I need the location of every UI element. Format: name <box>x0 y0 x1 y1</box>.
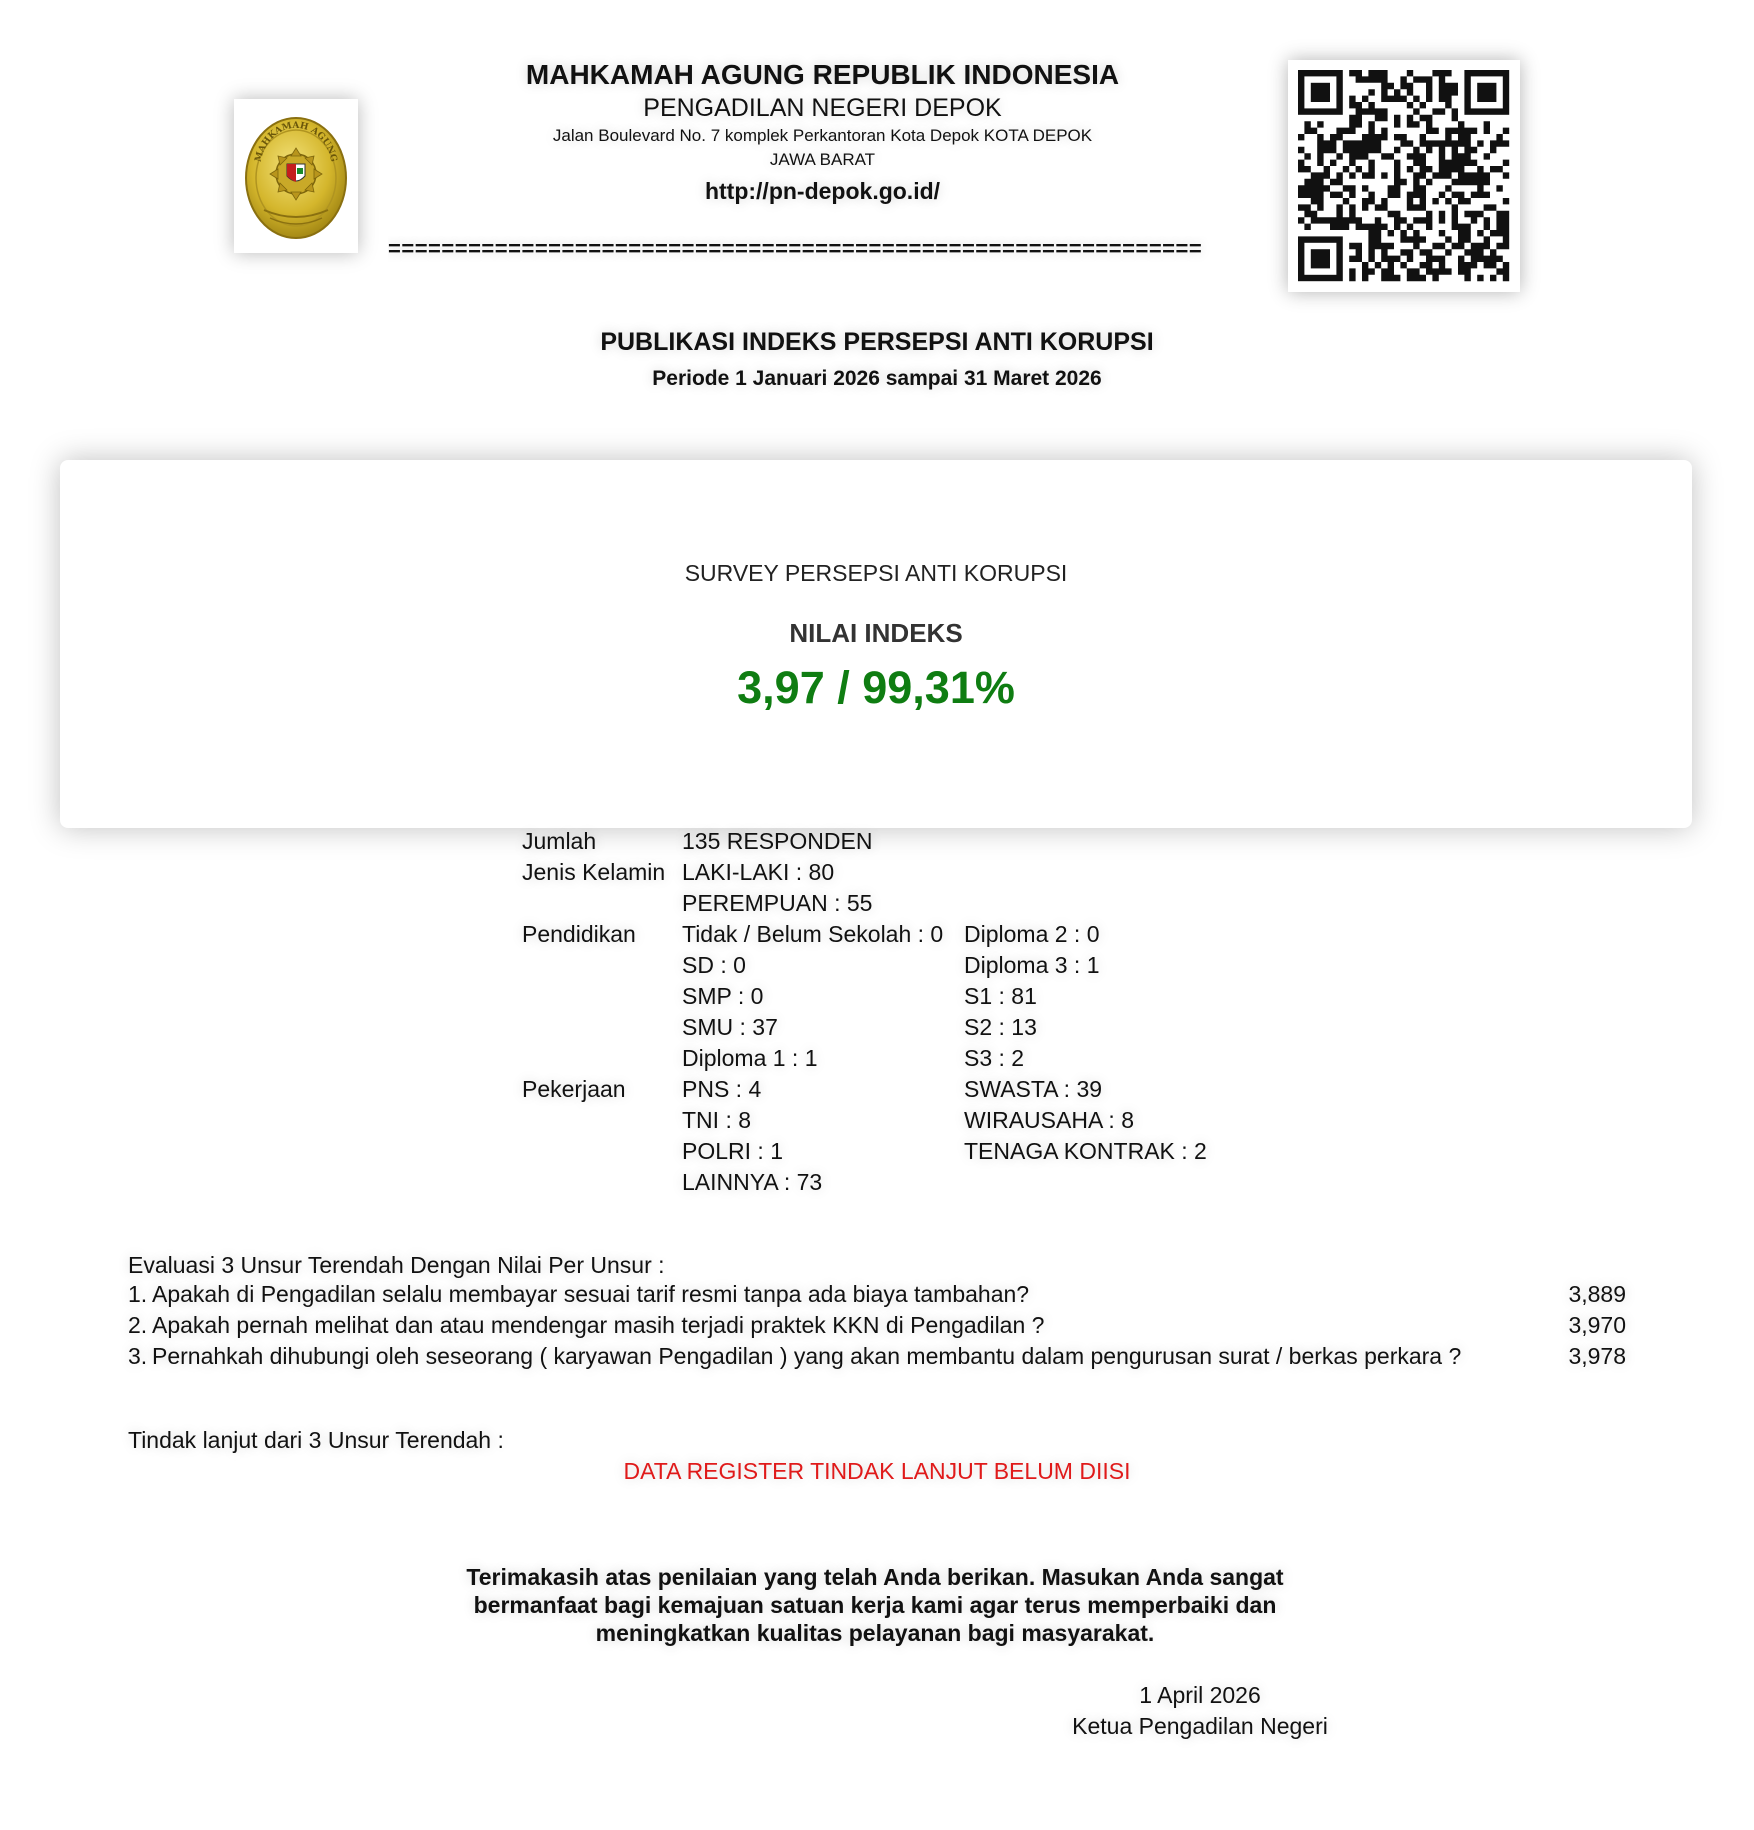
qr-code <box>1288 60 1520 292</box>
evaluation-item <box>128 1310 1626 1341</box>
education-item: S2 : 13 <box>964 1014 1037 1040</box>
evaluation-heading: Evaluasi 3 Unsur Terendah Dengan Nilai Per Unsur : <box>128 1252 665 1278</box>
evaluation-score: 3,970 <box>1568 1312 1626 1338</box>
education-label: Pendidikan <box>522 921 636 947</box>
evaluation-number: 1. <box>128 1281 148 1307</box>
evaluation-item <box>128 1279 1626 1310</box>
signature-date: 1 April 2026 <box>1139 1682 1261 1708</box>
header-divider: ============================================================= <box>388 236 1203 261</box>
education-item: Tidak / Belum Sekolah : 0 <box>682 921 944 947</box>
evaluation-question: Apakah pernah melihat dan atau mendengar masih terjadi praktek KKN di Pengadilan ? <box>152 1312 1045 1338</box>
job-item: TENAGA KONTRAK : 2 <box>964 1138 1207 1164</box>
follow-up-heading: Tindak lanjut dari 3 Unsur Terendah : <box>128 1427 504 1453</box>
signature-block <box>1030 1680 1370 1742</box>
court-header <box>390 58 1255 208</box>
gender-male: LAKI-LAKI : 80 <box>682 859 835 885</box>
survey-label: SURVEY PERSEPSI ANTI KORUPSI <box>684 560 1068 586</box>
court-website[interactable]: http://pn-depok.go.id/ <box>704 178 941 204</box>
signature-title: Ketua Pengadilan Negeri <box>1072 1713 1328 1739</box>
education-item: S3 : 2 <box>964 1045 1025 1071</box>
index-value: 3,97 / 99,31% <box>737 662 1015 713</box>
court-address: Jalan Boulevard No. 7 komplek Perkantoran Kota Depok KOTA DEPOK <box>552 126 1093 145</box>
job-item: POLRI : 1 <box>682 1138 783 1164</box>
evaluation-score: 3,978 <box>1568 1343 1626 1369</box>
follow-up-status: DATA REGISTER TINDAK LANJUT BELUM DIISI <box>623 1458 1131 1484</box>
evaluation-number: 3. <box>128 1343 148 1369</box>
evaluation-item <box>128 1341 1626 1372</box>
court-sub-name: PENGADILAN NEGERI DEPOK <box>643 94 1002 122</box>
job-item: PNS : 4 <box>682 1076 762 1102</box>
court-province: JAWA BARAT <box>769 150 876 169</box>
court-name: MAHKAMAH AGUNG REPUBLIK INDONESIA <box>525 59 1120 90</box>
education-item: SD : 0 <box>682 952 746 978</box>
education-item: SMP : 0 <box>682 983 764 1009</box>
evaluation-question: Apakah di Pengadilan selalu membayar sesuai tarif resmi tanpa ada biaya tambahan? <box>152 1281 1030 1307</box>
evaluation-score: 3,889 <box>1568 1281 1626 1307</box>
total-label: Jumlah <box>522 828 597 854</box>
job-label: Pekerjaan <box>522 1076 626 1102</box>
qr-code-icon <box>1288 60 1520 292</box>
gender-label: Jenis Kelamin <box>522 859 666 885</box>
evaluation-number: 2. <box>128 1312 148 1338</box>
court-logo <box>234 99 358 253</box>
job-item: WIRAUSAHA : 8 <box>964 1107 1134 1133</box>
total-value: 135 RESPONDEN <box>682 828 873 854</box>
index-card <box>60 460 1692 828</box>
education-item: Diploma 1 : 1 <box>682 1045 818 1071</box>
education-item: S1 : 81 <box>964 983 1037 1009</box>
education-item: Diploma 3 : 1 <box>964 952 1100 978</box>
job-item: LAINNYA : 73 <box>682 1169 823 1195</box>
thanks-message: Terimakasih atas penilaian yang telah Anda berikan. Masukan Anda sangat bermanfaat bagi kemajuan satuan kerja kami agar terus memperbaiki dan meningkatkan kualitas pelayanan bagi masyarakat. <box>466 1564 1284 1646</box>
mahkamah-agung-seal-icon <box>240 106 352 246</box>
publication-title: PUBLIKASI INDEKS PERSEPSI ANTI KORUPSI <box>600 328 1154 356</box>
svg-text:MAHKAMAH AGUNG: MAHKAMAH AGUNG <box>253 120 339 164</box>
evaluation-question: Pernahkah dihubungi oleh seseorang ( karyawan Pengadilan ) yang akan membantu dalam pengurusan surat / berkas perkara ? <box>152 1343 1462 1369</box>
publication-period: Periode 1 Januari 2026 sampai 31 Maret 2026 <box>652 367 1102 390</box>
education-item: SMU : 37 <box>682 1014 778 1040</box>
index-label: NILAI INDEKS <box>789 618 963 648</box>
job-item: SWASTA : 39 <box>964 1076 1103 1102</box>
job-item: TNI : 8 <box>682 1107 752 1133</box>
education-item: Diploma 2 : 0 <box>964 921 1100 947</box>
gender-female: PEREMPUAN : 55 <box>682 890 873 916</box>
